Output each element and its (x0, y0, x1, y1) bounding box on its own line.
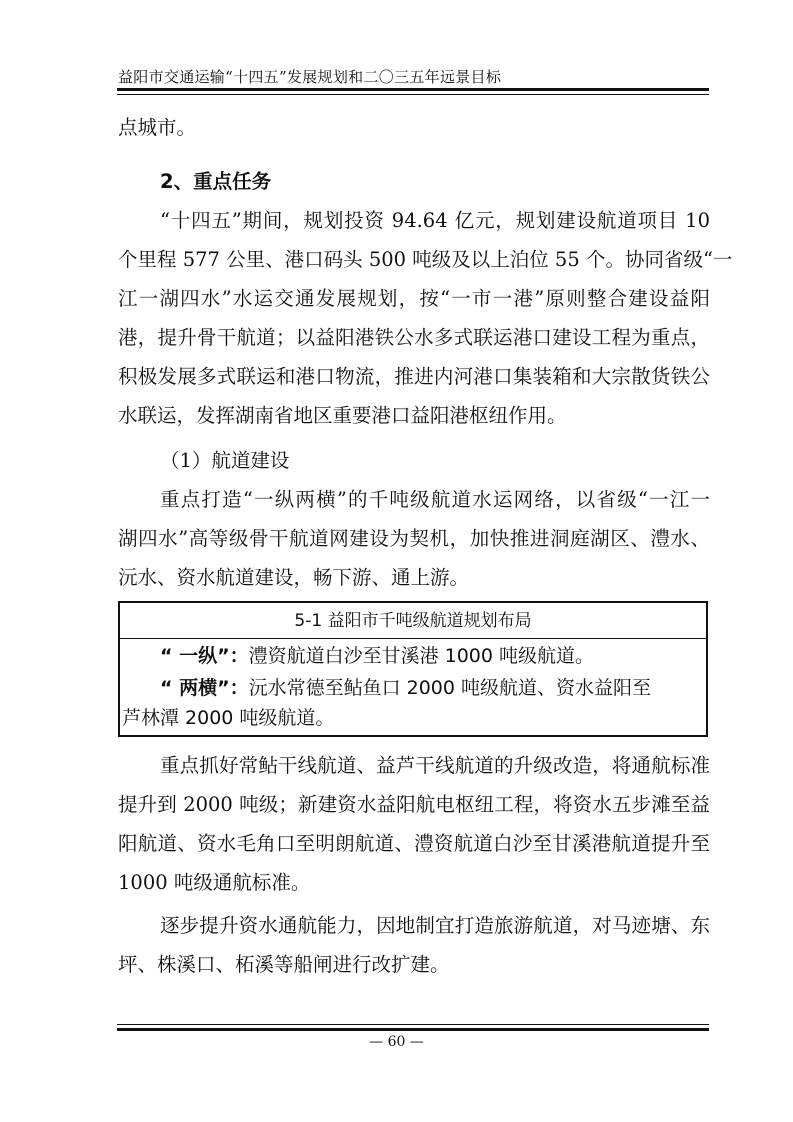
paragraph-line: 提升到 2000 吨级；新建资水益阳航电枢纽工程，将资水五步滩至益 (118, 793, 710, 816)
page-number: — 60 — (369, 1034, 424, 1050)
header-rule-thin (117, 94, 709, 95)
plan-heng-line (160, 673, 651, 703)
plan-zong-label: “ 一纵”： (160, 645, 249, 667)
running-header-title: 益阳市交通运输“十四五”发展规划和二〇三五年远景目标 (118, 68, 502, 86)
section-heading: 2、重点任务 (160, 170, 272, 193)
paragraph-line: 沅水、资水航道建设，畅下游、通上游。 (118, 566, 470, 589)
paragraph-line: 1000 吨级通航标准。 (118, 871, 311, 894)
paragraph-line: 重点抓好常鲇干线航道、益芦干线航道的升级改造，将通航标准 (160, 754, 710, 777)
plan-zong-text: 澧资航道白沙至甘溪港 1000 吨级航道。 (248, 645, 595, 667)
paragraph-line: 湖四水”高等级骨干航道网建设为契机，加快推进洞庭湖区、澧水、 (118, 527, 710, 550)
paragraph-line: 港，提升骨干航道；以益阳港铁公水多式联运港口建设工程为重点， (118, 326, 710, 349)
paragraph-line: 逐步提升资水通航能力，因地制宜打造旅游航道，对马迹塘、东 (160, 914, 710, 937)
footer-rule (117, 1028, 709, 1031)
paragraph-line: 个里程 577 公里、港口码头 500 吨级及以上泊位 55 个。协同省级“一 (118, 248, 733, 271)
paragraph-line: 阳航道、资水毛角口至明朗航道、澧资航道白沙至甘溪港航道提升至 (118, 832, 710, 855)
plan-box-title: 5-1 益阳市千吨级航道规划布局 (120, 603, 706, 639)
paragraph-line: 点城市。 (118, 116, 197, 139)
plan-heng-text: 沅水常德至鲇鱼口 2000 吨级航道、资水益阳至 (248, 677, 652, 699)
paragraph-line: 水联运，发挥湖南省地区重要港口益阳港枢纽作用。 (118, 404, 567, 427)
paragraph-line: 江一湖四水”水运交通发展规划，按“一市一港”原则整合建设益阳 (118, 287, 710, 310)
subsection-heading: （1）航道建设 (160, 449, 290, 472)
plan-heng-line-cont: 芦林潭 2000 吨级航道。 (122, 707, 335, 729)
header-rule (117, 88, 709, 91)
plan-heng-label: “ 两横”： (160, 677, 249, 699)
footer-rule-thin (117, 1024, 709, 1025)
plan-zong-line (160, 641, 594, 671)
paragraph-line: 积极发展多式联运和港口物流，推进内河港口集装箱和大宗散货铁公 (118, 365, 710, 388)
paragraph-line: 重点打造“一纵两横”的千吨级航道水运网络，以省级“一江一 (160, 488, 710, 511)
paragraph-line: “十四五”期间，规划投资 94.64 亿元，规划建设航道项目 10 (160, 209, 710, 232)
plan-layout-box (118, 601, 708, 737)
paragraph-line: 坪、株溪口、柘溪等船闸进行改扩建。 (118, 953, 450, 976)
